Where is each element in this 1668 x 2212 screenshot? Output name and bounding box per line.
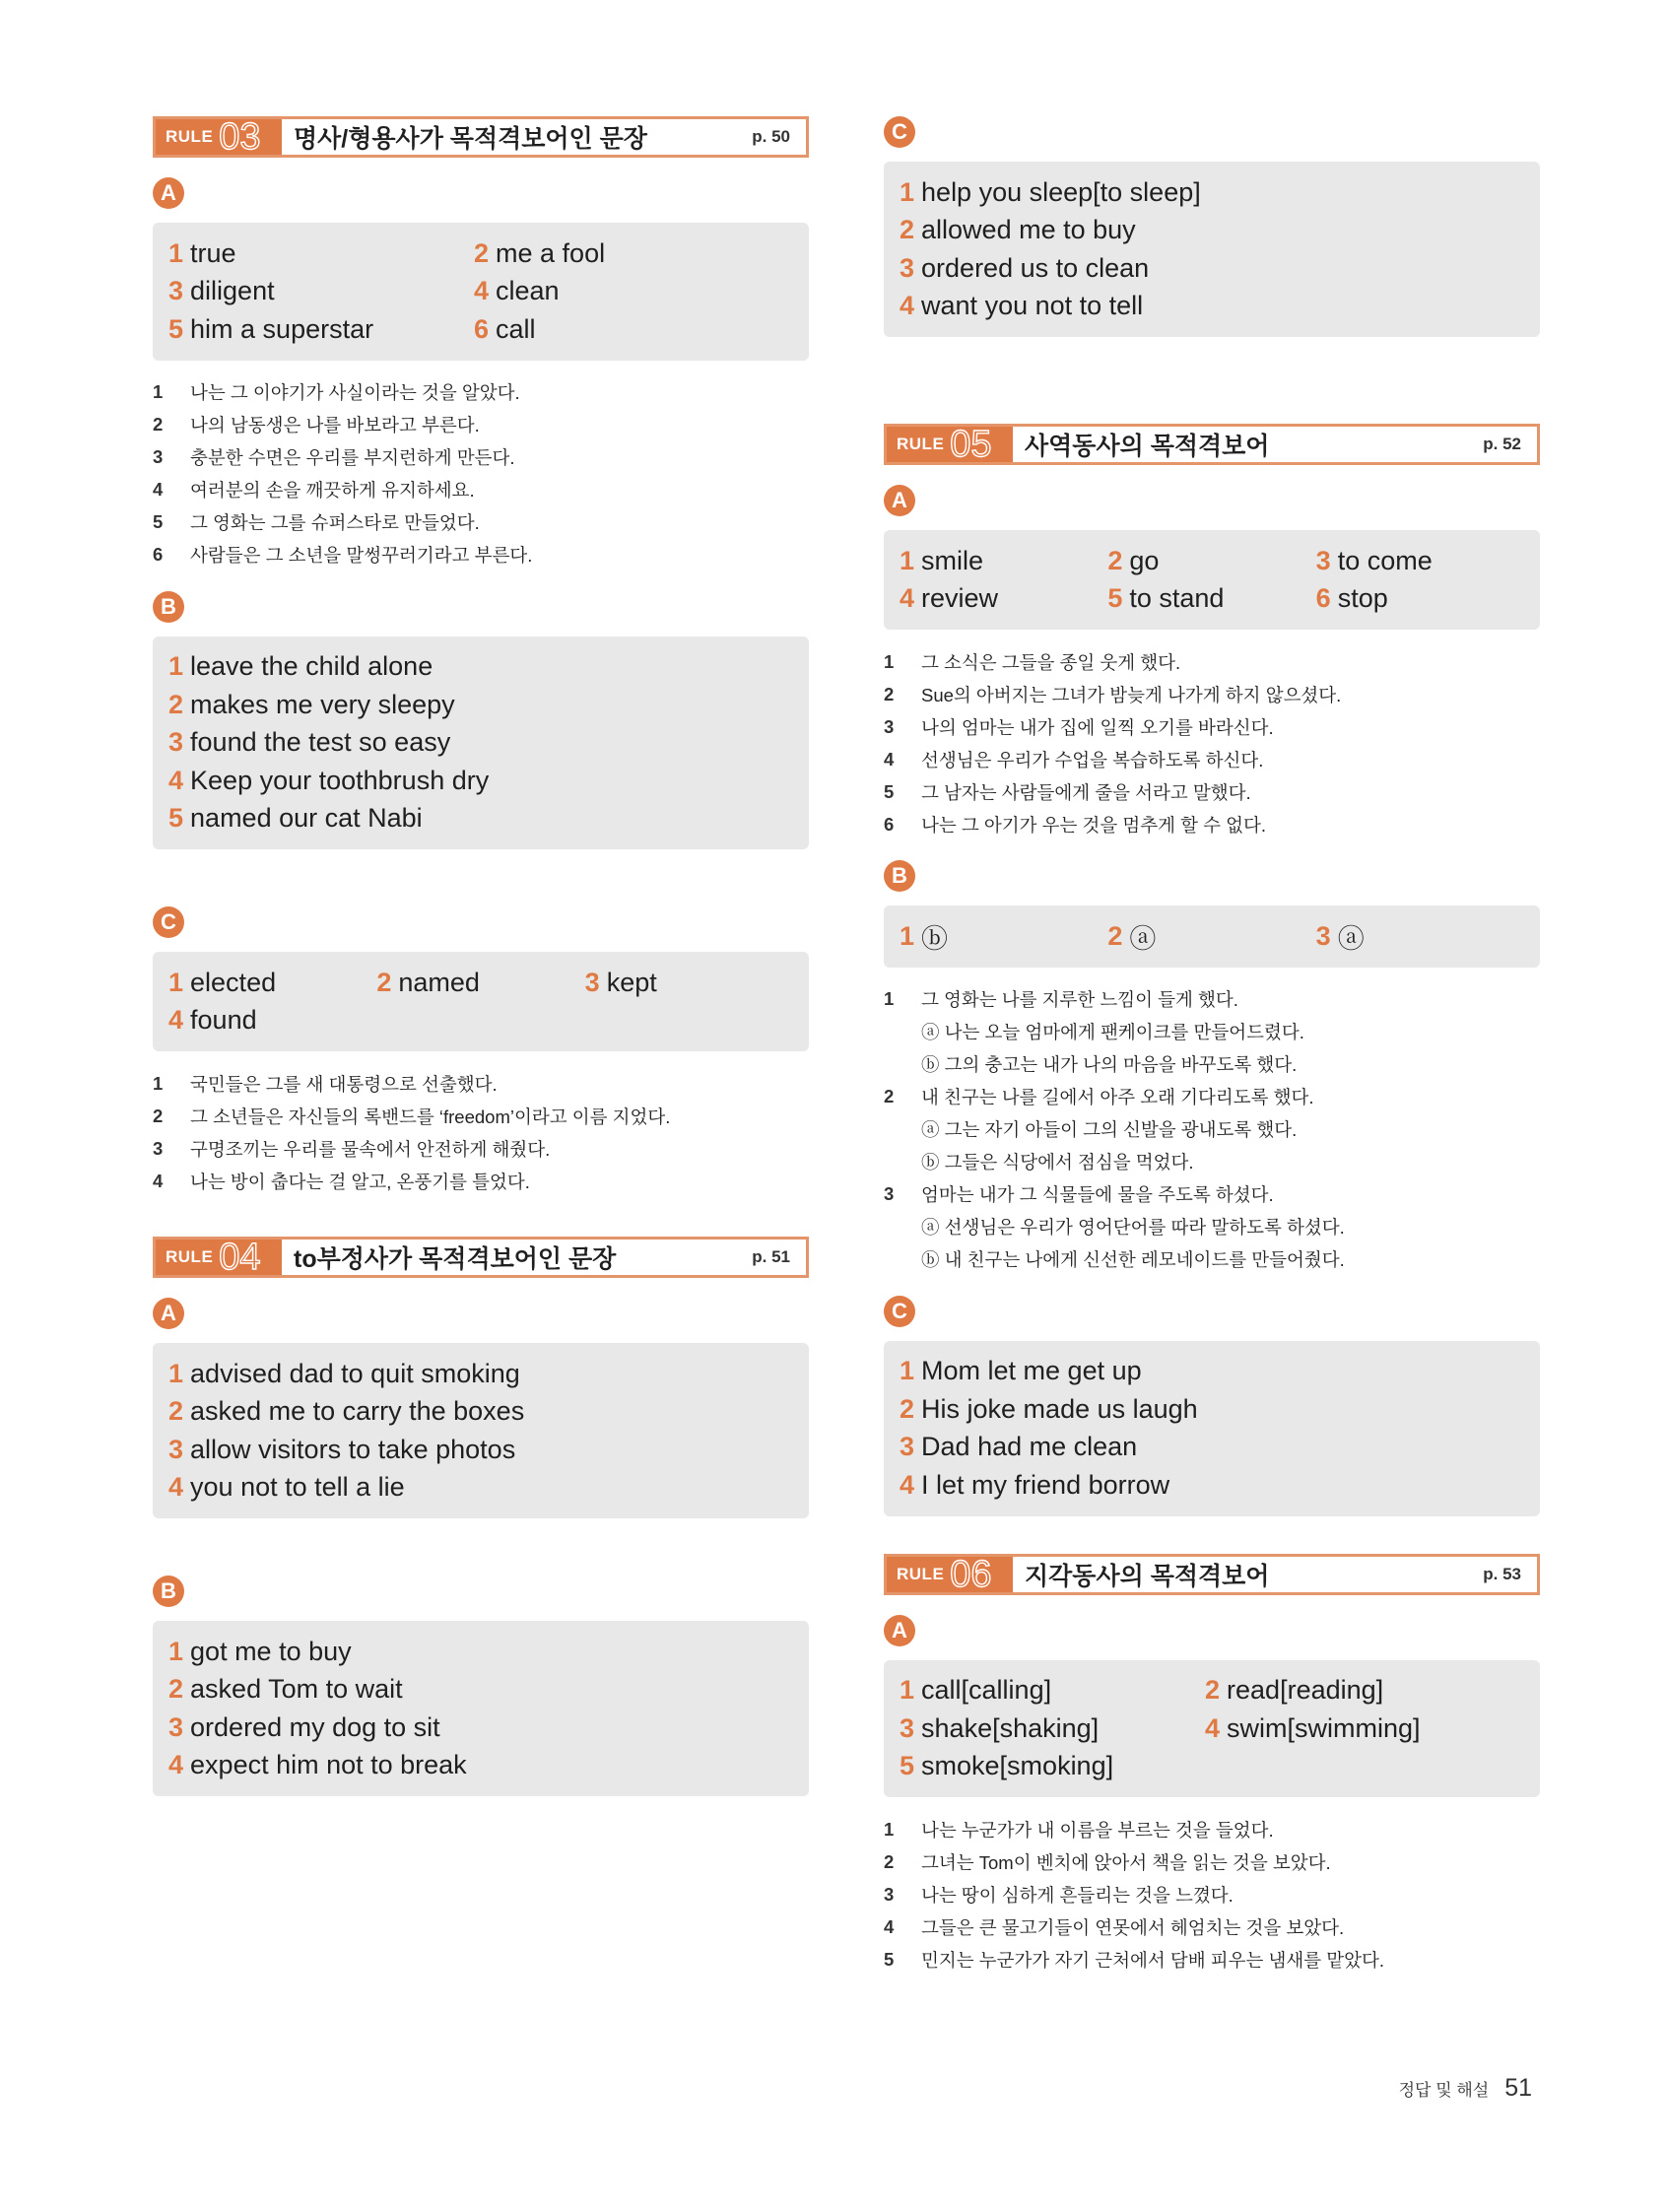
item-text: me a fool [496, 237, 606, 268]
translation-number: 1 [153, 1072, 164, 1094]
item-number: 6 [1315, 583, 1331, 614]
item-number: 1 [900, 1356, 915, 1386]
item-number: 3 [900, 1432, 915, 1462]
answer-box [153, 952, 809, 1051]
answer-item [168, 276, 474, 306]
translation-text: 민지는 누군가가 자기 근처에서 담배 피우는 냄새를 맡았다. [921, 1949, 1385, 1971]
answer-item [1316, 917, 1524, 956]
item-text: I let my friend borrow [921, 1469, 1170, 1500]
item-number: 2 [376, 967, 392, 997]
translation-text: ⓑ 그들은 식당에서 점심을 먹었다. [921, 1152, 1194, 1173]
left-column [153, 116, 809, 1812]
item-text: named our cat Nabi [190, 803, 423, 834]
answer-box [884, 162, 1540, 337]
answer-item [168, 1355, 793, 1393]
translation-number: 4 [153, 479, 164, 500]
answer-item [376, 968, 584, 998]
item-text: ordered my dog to sit [190, 1711, 440, 1742]
item-text: you not to tell a lie [190, 1472, 405, 1503]
translation-text: 그 영화는 나를 지루한 느낌이 들게 했다. [921, 989, 1238, 1010]
answer-item [168, 800, 793, 838]
answer-item [900, 173, 1524, 212]
item-text: advised dad to quit smoking [190, 1358, 520, 1388]
translation-number: 3 [884, 1183, 895, 1204]
translation-text: 선생님은 우리가 수업을 복습하도록 하신다. [921, 749, 1264, 771]
item-number: 3 [1315, 920, 1331, 951]
translation-line [884, 743, 1540, 775]
item-number: 6 [474, 313, 490, 344]
item-number: 4 [1205, 1712, 1221, 1743]
item-number: 4 [900, 583, 915, 614]
translation-number: 5 [153, 511, 164, 532]
answer-item [168, 686, 793, 724]
translation-number: 4 [884, 748, 895, 770]
translation-text: Sue의 아버지는 그녀가 밤늦게 나가게 하지 않으셨다. [921, 684, 1342, 705]
answer-item [900, 546, 1107, 576]
right-column [884, 116, 1540, 1993]
translation-text: 그 소식은 그들을 종일 웃게 했다. [921, 651, 1181, 673]
translation-number: 3 [153, 446, 164, 467]
answer-item [900, 1390, 1524, 1429]
item-text: review [921, 583, 999, 614]
answer-row [168, 964, 793, 1002]
answer-row [900, 1748, 1524, 1786]
translation-line [884, 710, 1540, 743]
section-badge-b: B [153, 1575, 184, 1607]
rule-title: 사역동사의 목적격보어 [1025, 433, 1270, 460]
translation-number: 3 [884, 715, 895, 737]
translation-line [153, 376, 809, 409]
rule-tag [156, 116, 282, 158]
item-text: named [398, 967, 480, 997]
page-reference: p. 52 [1483, 435, 1521, 453]
translation-number: 6 [153, 544, 164, 565]
item-number: 4 [168, 1750, 184, 1780]
item-text: got me to buy [190, 1636, 352, 1666]
answer-item [900, 249, 1524, 288]
answer-item [168, 1005, 377, 1036]
item-number: 1 [168, 651, 184, 682]
translation-text: 나는 땅이 심하게 흔들리는 것을 느꼈다. [921, 1884, 1234, 1906]
answer-row [900, 580, 1524, 619]
translation-line [884, 1211, 1540, 1243]
item-text: clean [496, 276, 560, 306]
translation-text: 그 소년들은 자신들의 록밴드를 ‘freedom’이라고 이름 지었다. [190, 1106, 671, 1127]
rule-word: RULE [166, 1247, 214, 1266]
translation-number: 2 [884, 683, 895, 704]
item-text: found [190, 1005, 257, 1036]
translation-text: 나는 그 이야기가 사실이라는 것을 알았다. [190, 382, 520, 403]
item-text: call[calling] [921, 1675, 1052, 1706]
item-number: 3 [168, 727, 184, 758]
translation-list [884, 983, 1540, 1276]
item-number: 2 [900, 1393, 915, 1424]
item-text: swim[swimming] [1227, 1712, 1421, 1743]
item-text: His joke made us laugh [921, 1393, 1198, 1424]
translation-number: 5 [884, 1948, 895, 1970]
translation-line [153, 441, 809, 474]
answer-item [168, 762, 793, 800]
answer-item [168, 314, 474, 345]
translation-line [153, 409, 809, 441]
item-number: 3 [900, 252, 915, 283]
translation-line [884, 1943, 1540, 1976]
section-badge-c: C [884, 1296, 915, 1327]
translation-text: 구명조끼는 우리를 물속에서 안전하게 해줬다. [190, 1138, 551, 1160]
answer-item [1107, 583, 1315, 614]
translation-line [153, 1067, 809, 1100]
item-number: 5 [168, 313, 184, 344]
translation-list [884, 645, 1540, 840]
translation-number: 4 [884, 1915, 895, 1937]
translation-list [884, 1813, 1540, 1976]
answer-box [884, 530, 1540, 630]
answer-item [168, 1671, 793, 1709]
item-text: help you sleep[to sleep] [921, 176, 1201, 207]
section-badge-a: A [884, 485, 915, 516]
answer-box [884, 1341, 1540, 1516]
translation-list [153, 1067, 809, 1197]
item-text: ⓑ [921, 923, 949, 954]
section-badge-a: A [884, 1615, 915, 1646]
answer-box [884, 905, 1540, 968]
translation-line [884, 1048, 1540, 1081]
answer-item [168, 1469, 793, 1508]
item-number: 3 [168, 1711, 184, 1742]
translation-line [884, 645, 1540, 678]
item-text: want you not to tell [921, 291, 1144, 321]
item-text: stop [1337, 583, 1388, 614]
answer-item [900, 1713, 1205, 1744]
translation-line [884, 1178, 1540, 1211]
translation-line [153, 506, 809, 539]
translation-text: 나는 방이 춥다는 걸 알고, 온풍기를 틀었다. [190, 1171, 530, 1192]
item-text: go [1129, 545, 1160, 575]
translation-number: 1 [153, 381, 164, 402]
item-text: leave the child alone [190, 651, 434, 682]
answer-item [900, 212, 1524, 250]
item-number: 2 [1107, 920, 1123, 951]
translation-line [153, 1132, 809, 1165]
translation-text: 나의 남동생은 나를 바보라고 부른다. [190, 415, 480, 436]
rule-tag [887, 1553, 1013, 1595]
item-text: asked me to carry the boxes [190, 1396, 525, 1427]
item-number: 2 [168, 689, 184, 719]
translation-line [884, 1243, 1540, 1276]
rule-title: 명사/형용사가 목적격보어인 문장 [294, 125, 647, 153]
item-text: asked Tom to wait [190, 1674, 403, 1705]
translation-text: 국민들은 그를 새 대통령으로 선출했다. [190, 1073, 498, 1095]
answer-item [900, 1466, 1524, 1505]
translation-line [884, 808, 1540, 840]
item-text: Dad had me clean [921, 1432, 1138, 1462]
translation-line [884, 1016, 1540, 1048]
item-text: Keep your toothbrush dry [190, 765, 490, 795]
translation-text: 엄마는 내가 그 식물들에 물을 주도록 하셨다. [921, 1184, 1274, 1205]
item-text: smile [921, 545, 984, 575]
item-number: 2 [1107, 545, 1123, 575]
item-number: 1 [168, 237, 184, 268]
translation-line [884, 678, 1540, 710]
translation-text: 충분한 수면은 우리를 부지런하게 만든다. [190, 447, 515, 468]
translation-text: 그 영화는 그를 슈퍼스타로 만들었다. [190, 512, 480, 533]
section-badge-c: C [153, 906, 184, 938]
rule-04-header [153, 1237, 809, 1278]
item-text: to stand [1129, 583, 1225, 614]
translation-number: 3 [884, 1883, 895, 1905]
translation-text: 나는 누군가가 내 이름을 부르는 것을 들었다. [921, 1819, 1274, 1841]
answer-item [168, 1709, 793, 1747]
answer-item [474, 238, 779, 269]
rule-03-header [153, 116, 809, 158]
answer-box [153, 1343, 809, 1518]
item-number: 3 [584, 967, 600, 997]
item-number: 4 [900, 1469, 915, 1500]
translation-number: 2 [884, 1850, 895, 1872]
answer-item [1107, 917, 1315, 956]
translation-number: 2 [153, 1105, 164, 1126]
answer-item [900, 1353, 1524, 1391]
answer-item [585, 968, 793, 998]
answer-row [900, 917, 1524, 956]
section-badge-c: C [884, 116, 915, 148]
translation-line [884, 775, 1540, 808]
item-text: diligent [190, 276, 275, 306]
translation-number: 2 [884, 1086, 895, 1106]
answer-item [1205, 1675, 1383, 1706]
translation-text: ⓐ 선생님은 우리가 영어단어를 따라 말하도록 하셨다. [921, 1217, 1345, 1238]
item-number: 4 [168, 1005, 184, 1036]
item-text: found the test so easy [190, 727, 451, 758]
translation-text: 내 친구는 나를 길에서 아주 오래 기다리도록 했다. [921, 1087, 1314, 1107]
rule-title: 지각동사의 목적격보어 [1025, 1562, 1270, 1590]
item-number: 1 [168, 967, 184, 997]
rule-06-header [884, 1554, 1540, 1595]
item-text: allowed me to buy [921, 215, 1136, 245]
translation-text: 나는 그 아기가 우는 것을 멈추게 할 수 없다. [921, 814, 1267, 836]
item-text: to come [1337, 545, 1433, 575]
page-reference: p. 53 [1483, 1564, 1521, 1583]
translation-text: 사람들은 그 소년을 말썽꾸러기라고 부른다. [190, 545, 533, 566]
answer-box [153, 223, 809, 361]
answer-item [1316, 583, 1524, 614]
item-number: 3 [1315, 545, 1331, 575]
translation-line [884, 1813, 1540, 1845]
rule-word: RULE [897, 1564, 945, 1583]
answer-item [168, 724, 793, 763]
item-text: shake[shaking] [921, 1712, 1100, 1743]
translation-line [884, 1081, 1540, 1113]
translation-line [884, 1910, 1540, 1943]
rule-tag [887, 424, 1013, 465]
item-text: expect him not to break [190, 1750, 467, 1780]
item-number: 4 [168, 1472, 184, 1503]
item-text: read[reading] [1227, 1675, 1384, 1706]
translation-number: 1 [884, 1818, 895, 1840]
rule-tag [156, 1237, 282, 1278]
translation-line [153, 539, 809, 571]
item-text: elected [190, 967, 277, 997]
answer-box [153, 1621, 809, 1796]
answer-item [900, 1751, 1113, 1781]
translation-number: 5 [884, 780, 895, 802]
rule-title: to부정사가 목적격보어인 문장 [294, 1245, 617, 1273]
answer-item [168, 238, 474, 269]
answer-item [900, 583, 1107, 614]
item-number: 2 [1205, 1675, 1221, 1706]
rule-word: RULE [897, 435, 945, 453]
item-number: 2 [900, 215, 915, 245]
answer-item [474, 276, 779, 306]
item-number: 2 [474, 237, 490, 268]
item-number: 4 [900, 291, 915, 321]
item-number: 5 [900, 1751, 915, 1781]
answer-row [168, 273, 793, 311]
translation-line [884, 1113, 1540, 1146]
item-number: 1 [168, 1358, 184, 1388]
item-text: call [496, 313, 536, 344]
translation-number: 6 [884, 813, 895, 835]
translation-number: 3 [153, 1137, 164, 1159]
translation-text: ⓐ 나는 오늘 엄마에게 팬케이크를 만들어드렸다. [921, 1022, 1304, 1042]
answer-row [900, 1672, 1524, 1710]
rule-word: RULE [166, 127, 214, 146]
translation-text: 여러분의 손을 깨끗하게 유지하세요. [190, 480, 475, 501]
rule-number: 03 [219, 116, 261, 158]
translation-number: 2 [153, 414, 164, 435]
answer-box [884, 1660, 1540, 1798]
answer-item [900, 917, 1107, 956]
item-text: him a superstar [190, 313, 374, 344]
item-text: makes me very sleepy [190, 689, 455, 719]
answer-item [474, 314, 779, 345]
answer-item [900, 1675, 1205, 1706]
section-badge-a: A [153, 177, 184, 209]
item-number: 3 [168, 276, 184, 306]
answer-row [168, 235, 793, 273]
item-number: 4 [168, 765, 184, 795]
answer-item [1205, 1713, 1421, 1744]
page-number: 51 [1504, 2074, 1532, 2102]
answer-box [153, 637, 809, 850]
item-number: 5 [168, 803, 184, 834]
item-number: 1 [168, 1636, 184, 1666]
item-text: Mom let me get up [921, 1356, 1142, 1386]
translation-text: 그녀는 Tom이 벤치에 앉아서 책을 읽는 것을 보았다. [921, 1851, 1331, 1873]
section-badge-b: B [884, 860, 915, 892]
rule-number: 06 [950, 1553, 992, 1595]
answer-item [900, 1429, 1524, 1467]
section-badge-b: B [153, 591, 184, 623]
item-number: 3 [168, 1434, 184, 1464]
translation-text: ⓑ 내 친구는 나에게 신선한 레모네이드를 만들어줬다. [921, 1249, 1345, 1270]
translation-text: 그 남자는 사람들에게 줄을 서라고 말했다. [921, 781, 1251, 803]
translation-number: 4 [153, 1170, 164, 1191]
page-reference: p. 50 [752, 127, 790, 146]
translation-line [884, 1878, 1540, 1910]
item-text: ⓐ [1337, 923, 1365, 954]
page-footer [1399, 2074, 1532, 2103]
answer-item [168, 1633, 793, 1671]
rule-05-header [884, 424, 1540, 465]
answer-row [900, 1709, 1524, 1748]
answer-item [1316, 546, 1524, 576]
answer-item [168, 648, 793, 687]
answer-item [168, 1747, 793, 1785]
translation-number: 1 [884, 988, 895, 1009]
translation-text: ⓑ 그의 충고는 내가 나의 마음을 바꾸도록 했다. [921, 1054, 1298, 1075]
item-number: 4 [474, 276, 490, 306]
footer-label: 정답 및 해설 [1398, 2081, 1490, 2100]
answer-row [168, 310, 793, 349]
answer-item [1107, 546, 1315, 576]
section-badge-a: A [153, 1298, 184, 1329]
item-text: true [190, 237, 236, 268]
item-number: 1 [900, 1675, 915, 1706]
page-reference: p. 51 [752, 1247, 790, 1266]
answer-item [168, 968, 376, 998]
answer-row [168, 1002, 793, 1040]
rule-number: 05 [950, 424, 992, 465]
translation-line [153, 1100, 809, 1132]
item-number: 2 [168, 1674, 184, 1705]
translation-text: ⓐ 그는 자기 아들이 그의 신발을 광내도록 했다. [921, 1119, 1298, 1140]
translation-text: 나의 엄마는 내가 집에 일찍 오기를 바라신다. [921, 716, 1274, 738]
answer-item [168, 1393, 793, 1432]
item-number: 2 [168, 1396, 184, 1427]
item-text: ⓐ [1129, 923, 1157, 954]
item-text: ordered us to clean [921, 252, 1150, 283]
translation-text: 그들은 큰 물고기들이 연못에서 헤엄치는 것을 보았다. [921, 1916, 1345, 1938]
item-number: 1 [900, 176, 915, 207]
item-number: 1 [900, 920, 915, 951]
answer-row [900, 542, 1524, 580]
translation-line [884, 983, 1540, 1016]
answer-item [900, 288, 1524, 326]
rule-number: 04 [219, 1237, 261, 1278]
translation-line [153, 1165, 809, 1197]
item-text: kept [606, 967, 657, 997]
translation-line [884, 1146, 1540, 1178]
item-number: 5 [1107, 583, 1123, 614]
translation-line [153, 474, 809, 506]
item-number: 1 [900, 545, 915, 575]
answer-item [168, 1431, 793, 1469]
translation-list [153, 376, 809, 571]
item-number: 3 [900, 1712, 915, 1743]
item-text: smoke[smoking] [921, 1751, 1114, 1781]
translation-number: 1 [884, 650, 895, 672]
item-text: allow visitors to take photos [190, 1434, 516, 1464]
translation-line [884, 1845, 1540, 1878]
